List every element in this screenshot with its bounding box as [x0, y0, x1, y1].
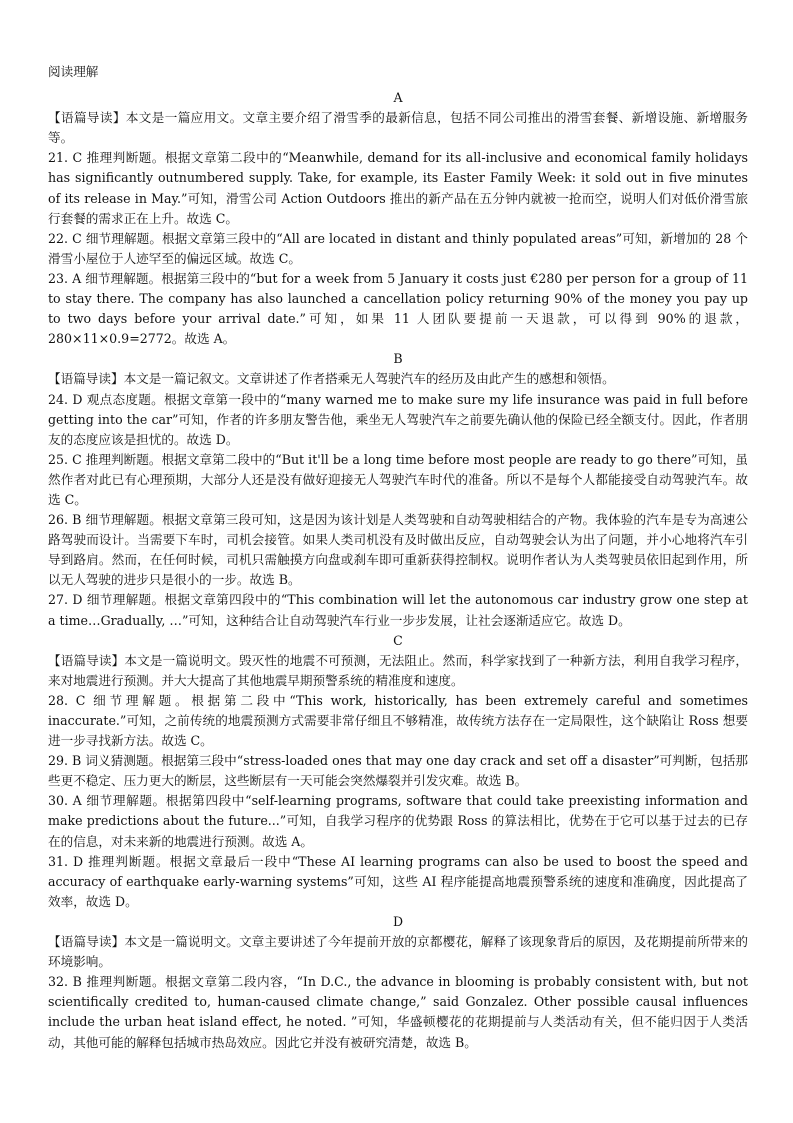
- passage-intro: 【语篇导读】本文是一篇说明文。文章主要讲述了今年提前开放的京都樱花，解释了该现象背后的原因，及花期提前所带来的环境影响。: [48, 934, 748, 970]
- question-explanation: 21. C 推理判断题。根据文章第二段中的“Meanwhile, demand for its all-inclusive and economical family holidays has significantly outnumbered supply. Take, for example, its Easter Family Week: it sold out in five minutes of its release in May.”可知，滑雪公司 Action Outdoors 推出的新产品在五分钟内就被一抢而空，说明人们对低价滑雪旅行套餐的需求正在上升。故选 C。: [48, 150, 748, 226]
- question-explanation: 32. B 推理判断题。根据文章第二段内容，“In D.C., the advance in blooming is probably consistent with, but not scientifically credited to, human-caused climate change,” said Gonzalez. Other possible causal influences include the urban heat island effect, he noted. ”可知，华盛顿樱花的花期提前与人类活动有关，但不能归因于人类活动，其他可能的解释包括城市热岛效应。因此它并没有被研究清楚，故选 B。: [48, 974, 748, 1050]
- question-explanation: 24. D 观点态度题。根据文章第一段中的“many warned me to make sure my life insurance was paid in full before getting into the car”可知，作者的许多朋友警告他，乘坐无人驾驶汽车之前要先确认他的保险已经全额支付。因此，作者朋友的态度应该是担忧的。故选 D。: [48, 391, 748, 447]
- question-explanation: 22. C 细节理解题。根据文章第三段中的“All are located in distant and thinly populated areas”可知，新增加的 28 个滑雪小屋位于人迹罕至的偏远区域。故选 C。: [48, 230, 748, 266]
- answer-key-content: [48, 62, 748, 1053]
- section-a: [48, 88, 748, 349]
- question-explanation: 26. B 细节理解题。根据文章第三段可知，这是因为该计划是人类驾驶和自动驾驶相结合的产物。我体验的汽车是专为高速公路驾驶而设计。当需要下车时，司机会接管。如果人类司机没有及时做出反应，自动驾驶会认为出了问题，并小心地将汽车引导到路肩。然而，在任何时候，司机只需触摸方向盘或刹车即可重新获得控制权。说明作者认为人类驾驶员依旧起到作用，所以无人驾驶的进步只是很小的一步。故选 B。: [48, 512, 748, 588]
- passage-intro: 【语篇导读】本文是一篇说明文。毁灭性的地震不可预测，无法阻止。然而，科学家找到了一种新方法，利用自我学习程序，来对地震进行预测。并大大提高了其他地震早期预警系统的精准度和速度。: [48, 652, 748, 688]
- question-explanation: 25. C 推理判断题。根据文章第二段中的“But it'll be a long time before most people are ready to go there”可知，虽然作者对此已有心理预期，大部分人还是没有做好迎接无人驾驶汽车时代的准备。所以不是每个人都能接受自动驾驶汽车。故选 C。: [48, 451, 748, 507]
- section-letter: D: [392, 913, 404, 929]
- question-explanation: 23. A 细节理解题。根据第三段中的“but for a week from 5 January it costs just €280 per person for a group of 11 to stay there. The company has also launched a cancellation policy returning 90% of the money you pay up to two days before your arrival date.”可知，如果 11 人团队要提前一天退款，可以得到 90%的退款，280×11×0.9=2772。故选 A。: [48, 270, 748, 347]
- section-c: [48, 631, 748, 912]
- passage-intro: 【语篇导读】本文是一篇应用文。文章主要介绍了滑雪季的最新信息，包括不同公司推出的滑雪套餐、新增设施、新增服务等。: [48, 110, 748, 146]
- section-letter: A: [393, 90, 403, 106]
- question-explanation: 28. C 细节理解题。根据第二段中“This work, historically, has been extremely careful and sometimes inaccurate.”可知，之前传统的地震预测方式需要非常仔细且不够精准，故传统方法存在一定局限性，这个缺陷让 Ross 想要进一步寻找新方法。故选 C。: [48, 692, 748, 749]
- question-explanation: 30. A 细节理解题。根据第四段中“self-learning programs, software that could take preexisting information and make predictions about the future...”可知，自我学习程序的优势跟 Ross 的算法相比，优势在于它可以基于过去的已存在的信息，对未来新的地震进行预测。故选 A。: [48, 793, 748, 849]
- section-d: [48, 912, 748, 1053]
- section-letter: C: [393, 632, 403, 648]
- passage-intro: 【语篇导读】本文是一篇记叙文。文章讲述了作者搭乘无人驾驶汽车的经历及由此产生的感想和领悟。: [48, 371, 615, 387]
- section-b: [48, 349, 748, 630]
- section-letter: B: [393, 351, 403, 367]
- question-explanation: 31. D 推理判断题。根据文章最后一段中“These AI learning programs can also be used to boost the speed and accuracy of earthquake early-warning systems”可知，这些 AI 程序能提高地震预警系统的速度和准确度，因此提高了效率，故选 D。: [48, 853, 748, 909]
- section-heading: 阅读理解: [48, 64, 99, 79]
- question-explanation: 29. B 词义猜测题。根据第三段中“stress-loaded ones that may one day crack and set off a disaster”可判断，包括那些更不稳定、压力更大的断层，这些断层有一天可能会突然爆裂并引发灾难。故选 B。: [48, 753, 748, 789]
- question-explanation: 27. D 细节理解题。根据文章第四段中的“This combination will let the autonomous car industry grow one step at a time…Gradually, …”可知，这种结合让自动驾驶汽车行业一步步发展，让社会逐渐适应它。故选 D。: [48, 592, 748, 628]
